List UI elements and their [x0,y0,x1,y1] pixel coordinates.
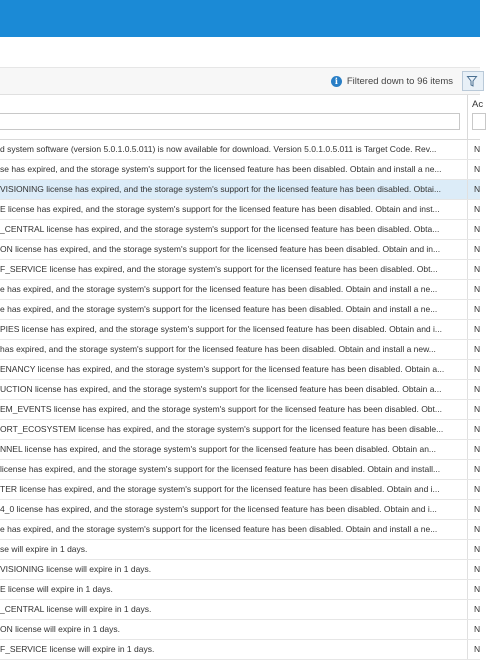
filter-toggle-button[interactable] [462,71,484,91]
event-message-cell: 4_0 license has expired, and the storage system's support for the licensed feature has been disabled. Obtain and i... [0,504,437,514]
column-divider[interactable] [467,95,468,139]
cell-divider [467,360,468,379]
cell-divider [467,180,468,199]
table-row[interactable] [0,500,480,520]
table-row[interactable] [0,340,480,360]
cell-divider [467,340,468,359]
event-message-cell: se has expired, and the storage system's support for the licensed feature has been disabled. Obtain and install a ne... [0,164,442,174]
cell-divider [467,540,468,559]
acknowledged-cell: N [474,604,481,614]
cell-divider [467,560,468,579]
cell-divider [467,320,468,339]
acknowledged-cell: N [474,504,481,514]
acknowledged-cell: N [474,544,481,554]
event-message-cell: EM_EVENTS license has expired, and the storage system's support for the licensed feature has been disabled. Obt... [0,404,442,414]
event-message-cell: ORT_ECOSYSTEM license has expired, and the storage system's support for the licensed feature has been disable... [0,424,444,434]
cell-divider [467,640,468,659]
table-row[interactable] [0,520,480,540]
cell-divider [467,500,468,519]
event-message-cell: VISIONING license has expired, and the storage system's support for the licensed feature has been disabled. Obtai... [0,184,442,194]
info-icon: i [331,76,342,87]
event-message-cell: ON license will expire in 1 days. [0,624,120,634]
cell-divider [467,300,468,319]
acknowledged-cell: N [474,644,481,654]
table-row[interactable] [0,320,480,340]
acknowledged-cell: N [474,184,481,194]
table-row[interactable] [0,380,480,400]
acknowledged-cell: N [474,264,481,274]
event-message-cell: VISIONING license will expire in 1 days. [0,564,152,574]
acknowledged-cell: N [474,524,481,534]
table-row[interactable] [0,220,480,240]
event-message-cell: d system software (version 5.0.1.0.5.011) is now available for download. Version 5.0.1.0.5.011 is Target Code. Rev... [0,144,437,154]
header-spacer [0,37,480,68]
acknowledged-cell: N [474,244,481,254]
cell-divider [467,460,468,479]
event-message-cell: UCTION license has expired, and the storage system's support for the licensed feature has been disabled. Obtain a... [0,384,442,394]
table-row[interactable] [0,180,480,200]
event-message-cell: has expired, and the storage system's support for the licensed feature has been disabled. Obtain and install a new... [0,344,436,354]
event-message-cell: ENANCY license has expired, and the storage system's support for the licensed feature has been disabled. Obtain a... [0,364,445,374]
app-header [0,0,480,37]
table-row[interactable] [0,560,480,580]
cell-divider [467,260,468,279]
acknowledged-column-header[interactable]: Ac [472,99,484,110]
table-row[interactable] [0,300,480,320]
acknowledged-cell: N [474,384,481,394]
table-row[interactable] [0,440,480,460]
cell-divider [467,620,468,639]
acknowledged-cell: N [474,284,481,294]
funnel-icon [467,76,477,87]
event-message-cell: F_SERVICE license has expired, and the storage system's support for the licensed feature has been disabled. Obt... [0,264,438,274]
acknowledged-cell: N [474,464,481,474]
acknowledged-cell: N [474,444,481,454]
event-message-cell: TER license has expired, and the storage system's support for the licensed feature has been disabled. Obtain and i... [0,484,440,494]
event-message-cell: license has expired, and the storage system's support for the licensed feature has been disabled. Obtain and install... [0,464,441,474]
acknowledged-cell: N [474,404,481,414]
table-row[interactable] [0,640,480,660]
table-row[interactable] [0,420,480,440]
acknowledged-cell: N [474,564,481,574]
table-row[interactable] [0,240,480,260]
acknowledged-cell: N [474,204,481,214]
cell-divider [467,160,468,179]
acknowledged-cell: N [474,584,481,594]
event-message-cell: PIES license has expired, and the storage system's support for the licensed feature has been disabled. Obtain and i... [0,324,442,334]
table-row[interactable] [0,200,480,220]
acknowledged-cell: N [474,364,481,374]
table-row[interactable] [0,140,480,160]
cell-divider [467,200,468,219]
acknowledged-cell: N [474,324,481,334]
table-row[interactable] [0,360,480,380]
cell-divider [467,380,468,399]
cell-divider [467,240,468,259]
message-filter-input[interactable] [0,113,460,130]
event-message-cell: se will expire in 1 days. [0,544,88,554]
table-row[interactable] [0,280,480,300]
event-message-cell: NNEL license has expired, and the storage system's support for the licensed feature has been disabled. Obtain an... [0,444,437,454]
table-row[interactable] [0,460,480,480]
acknowledged-cell: N [474,164,481,174]
table-row[interactable] [0,400,480,420]
acknowledged-cell: N [474,144,481,154]
event-table-body [0,140,480,660]
acknowledged-cell: N [474,224,481,234]
cell-divider [467,420,468,439]
event-message-cell: e has expired, and the storage system's support for the licensed feature has been disabled. Obtain and install a ne... [0,284,438,294]
table-row[interactable] [0,620,480,640]
event-message-cell: ON license has expired, and the storage system's support for the licensed feature has been disabled. Obtain and in... [0,244,441,254]
cell-divider [467,520,468,539]
cell-divider [467,400,468,419]
cell-divider [467,480,468,499]
table-row[interactable] [0,540,480,560]
cell-divider [467,220,468,239]
event-message-cell: E license has expired, and the storage system's support for the licensed feature has been disabled. Obtain and inst... [0,204,440,214]
event-message-cell: F_SERVICE license will expire in 1 days. [0,644,155,654]
cell-divider [467,600,468,619]
acknowledged-filter-input[interactable] [472,113,486,130]
event-message-cell: _CENTRAL license will expire in 1 days. [0,604,152,614]
filter-status [331,73,453,89]
cell-divider [467,440,468,459]
table-row[interactable] [0,600,480,620]
acknowledged-cell: N [474,344,481,354]
acknowledged-cell: N [474,424,481,434]
acknowledged-cell: N [474,484,481,494]
event-message-cell: E license will expire in 1 days. [0,584,113,594]
table-row[interactable] [0,160,480,180]
cell-divider [467,280,468,299]
event-message-cell: e has expired, and the storage system's support for the licensed feature has been disabled. Obtain and install a ne... [0,304,438,314]
event-message-cell: _CENTRAL license has expired, and the storage system's support for the licensed feature has been disabled. Obta... [0,224,440,234]
filter-status-text: Filtered down to 96 items [346,75,453,87]
acknowledged-cell: N [474,624,481,634]
table-row[interactable] [0,260,480,280]
cell-divider [467,580,468,599]
cell-divider [467,140,468,159]
event-message-cell: e has expired, and the storage system's support for the licensed feature has been disabled. Obtain and install a ne... [0,524,438,534]
table-row[interactable] [0,480,480,500]
acknowledged-cell: N [474,304,481,314]
table-row[interactable] [0,580,480,600]
